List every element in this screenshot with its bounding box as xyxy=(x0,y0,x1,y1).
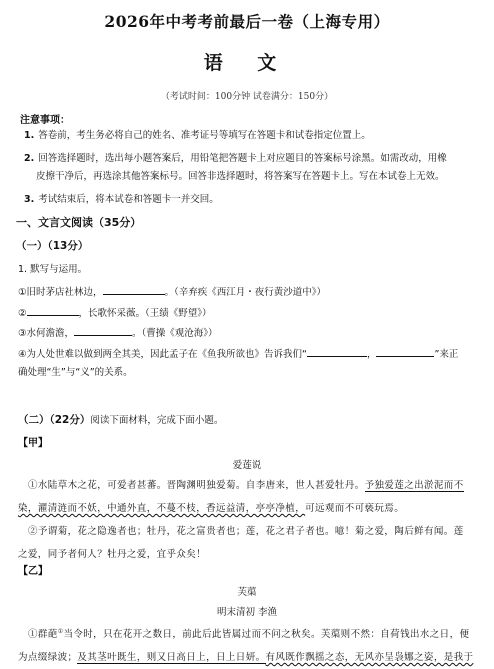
notice-item-number: 3. xyxy=(24,194,35,205)
notice-item-text: 考试结束后，将本试卷和答题卡一并交回。 xyxy=(38,194,219,205)
passage-line xyxy=(18,646,476,669)
passage-line: 之爱，同予者何人？牡丹之爱，宜乎众矣！ xyxy=(18,549,207,560)
recite-line-2 xyxy=(18,304,478,322)
passage-yi-title: 芙蕖 xyxy=(237,587,257,598)
passage-line xyxy=(18,474,476,497)
passage-jia-paragraph-2 xyxy=(18,520,476,566)
notice-item-text-cont: 皮擦干净后，再选涂其他答案标号。回答非选择题时，将答案写在答题卡上。写在本试卷上无效。 xyxy=(36,171,445,182)
answer-blank[interactable] xyxy=(74,324,132,336)
recite-line-pre: ④为人处世难以做到两全其美，因此孟子在《鱼我所欲也》告诉我们“ xyxy=(18,349,307,360)
recite-line-1 xyxy=(18,283,478,301)
passage-line: ②予谓菊，花之隐逸者也；牡丹，花之富贵者也；莲，花之君子者也。噫！菊之爱，陶后鲜有闻。莲 xyxy=(28,526,464,537)
passage-text-underlined: 及其茎叶既生，则又日高日上，日上日妍。 xyxy=(77,652,266,664)
passage-text-wavy: 染，濯清涟而不妖，中通外直，不蔓不枝，香远益清，亭亭净植， xyxy=(18,503,306,514)
answer-blank[interactable] xyxy=(27,304,79,316)
passage-jia-paragraph-1 xyxy=(18,474,476,520)
part2-instruction: 阅读下面材料，完成下面小题。 xyxy=(90,415,224,426)
passage-jia-title: 爱莲说 xyxy=(232,460,262,471)
passage-line xyxy=(18,497,476,520)
notice-heading: 注意事项： xyxy=(20,115,70,126)
recite-line-pre: ①旧时茅店社林边， xyxy=(18,287,103,298)
notice-item-number: 1. xyxy=(24,130,35,141)
footnote-marker: ① xyxy=(57,628,64,635)
recite-line-4 xyxy=(18,345,478,363)
notice-item-text: 回答选择题时，选出每小题答案后，用铅笔把答题卡上对应题目的答案标号涂黑。如需改动，用橡 xyxy=(38,153,447,164)
passage-yi-label: 【乙】 xyxy=(18,566,48,577)
notice-item-text: 答卷前，考生务必将自己的姓名、准考证号等填写在答题卡和试卷指定位置上。 xyxy=(38,130,371,141)
answer-blank[interactable] xyxy=(307,345,367,357)
passage-yi-author: 明末清初 李渔 xyxy=(216,607,278,618)
recite-line-post: ”来正 xyxy=(434,349,459,360)
part2-heading: （二）（22分） xyxy=(18,414,91,426)
passage-text: ①群葩 xyxy=(28,629,58,641)
notice-item-1 xyxy=(24,127,474,145)
recite-line-post: ，长歌怀采薇。（王绩《野望》） xyxy=(78,308,212,319)
passage-text-wavy: 有风既作飘摇之态，无风亦呈袅娜之姿，是我于 xyxy=(265,652,474,664)
passage-text: 可远观而不可亵玩焉。 xyxy=(305,503,405,514)
part1-heading: （一）（13分） xyxy=(16,240,89,252)
recite-line-3 xyxy=(18,324,478,342)
passage-yi-paragraph-1 xyxy=(18,620,476,669)
passage-text: 当令时，只在花开之数日，前此后此皆属过而不问之秋矣。芙蕖则不然：自荷钱出水之日，便 xyxy=(63,629,470,641)
exam-title: 2026年中考考前最后一卷（上海专用） xyxy=(104,12,390,31)
recite-line-pre: ② xyxy=(18,308,27,319)
recite-line-4-cont: 确处理“生”与“义”的关系。 xyxy=(18,367,133,378)
notice-item-number: 2. xyxy=(24,153,35,164)
recite-line-post: 。（曹操《观沧海》） xyxy=(132,328,218,339)
recite-line-pre: ③水何澹澹， xyxy=(18,328,75,339)
answer-blank[interactable] xyxy=(103,283,165,295)
recite-line-sep: ， xyxy=(366,349,377,360)
part2-heading-line xyxy=(18,412,478,429)
notice-item-2 xyxy=(24,150,474,186)
section-heading-classical: 一、文言文阅读（35分） xyxy=(16,216,142,229)
answer-blank[interactable] xyxy=(376,345,434,357)
recite-line-post: 。（辛弃疾《西江月・夜行黄沙道中》） xyxy=(164,287,327,298)
passage-text: 为点缀绿波； xyxy=(18,652,78,664)
subject-title: 语 文 xyxy=(203,52,291,74)
notice-item-3 xyxy=(24,191,474,209)
question-1-title: 1. 默写与运用。 xyxy=(18,264,88,275)
passage-line xyxy=(18,620,476,646)
passage-text: ①水陆草木之花，可爱者甚蕃。晋陶渊明独爱菊。自李唐来，世人甚爱牡丹。 xyxy=(28,480,365,491)
passage-jia-label: 【甲】 xyxy=(18,438,48,449)
passage-text-underlined: 予独爱莲之出淤泥而不 xyxy=(364,480,464,491)
exam-info: （考试时间：100分钟 试卷满分：150分） xyxy=(160,92,334,102)
